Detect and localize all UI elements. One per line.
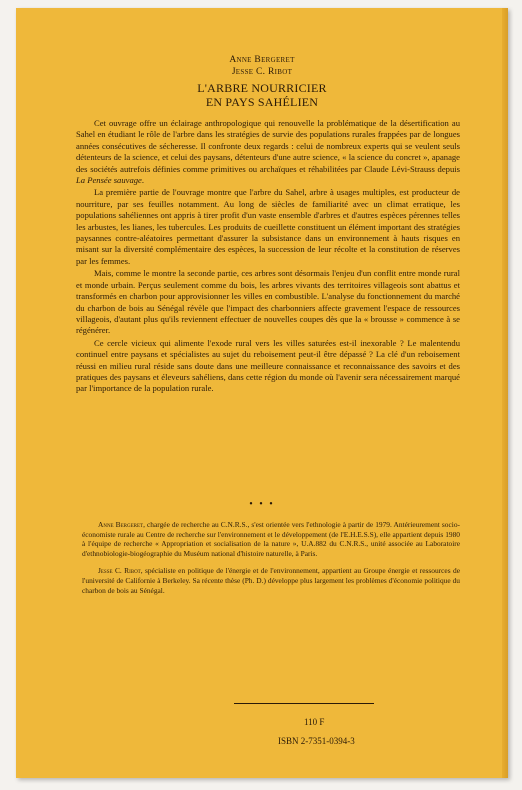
separator-stars: • • • [249, 499, 275, 510]
paragraph-1-part-b: . [141, 175, 145, 186]
author-bios [82, 520, 460, 603]
price: 110 F [304, 717, 325, 727]
bio-1 [82, 520, 460, 558]
paragraph-1 [76, 118, 460, 186]
paragraph-2: La première partie de l'ouvrage montre que l'arbre du Sahel, arbre à usages multiples, est producteur de nourriture, par ses feuilles notamment. Au long de siècles de familiarité avec un climat erratique, les populations sahéliennes ont appris à tirer profit d'un vaste ensemble d'arbres et d'autres espèces pérennes telles les arbustes, les lianes, les tubercules. Les produits de cueillette constituent un élément important des stratégies paysannes contre-aléatoires permettant d'assurer la subsistance dans un environnement à hauts risques en misant sur la diversité complémentaire des espèces, la succession de leur récolte et la constitution de réserves par les femmes. [76, 187, 460, 266]
book-title [16, 81, 508, 109]
book-back-cover [16, 8, 508, 778]
book-reference: La Pensée sauvage [76, 175, 142, 186]
author-2: Jesse C. Ribot [231, 67, 293, 77]
title-line-1: L'ARBRE NOURRICIER [197, 81, 327, 95]
bio-1-name: Anne Bergeret [98, 520, 144, 529]
page-edge [502, 8, 508, 778]
paragraph-4: Ce cercle vicieux qui alimente l'exode rural vers les villes saturées est-il inexorable ? Le malentendu continuel entre paysans et spécialistes au sujet du reboisement peut-il être dépassé ? La clé d'un reboisement réussi en milieu rural réside sans doute dans une meilleure connaissance et reconnaissance des savoirs et des pratiques des paysans et éleveurs sahéliens, dans cette région du monde où l'avenir sera nécessairement marqué par l'importance de la population rurale. [76, 337, 460, 394]
authors [16, 54, 508, 78]
paragraph-3: Mais, comme le montre la seconde partie, ces arbres sont désormais l'enjeu d'un conflit entre monde rural et monde urbain. Perçus seulement comme du bois, les arbres vivants des territoires villageois sont abattus et transformés en charbon pour approvisionner les villes en combustible. L'analyse du fonctionnement du marché du charbon de bois au Sénégal révèle que l'impact des charbonniers affecte gravement l'espace de ressources villageois, d'autant plus qu'ils reviennent effectuer de nouvelles coupes dès que la « brousse » commence à se régénérer. [76, 268, 460, 336]
author-1: Anne Bergeret [229, 55, 295, 65]
paragraph-1-part-a: Cet ouvrage offre un éclairage anthropologique qui renouvelle la problématique de la désertification au Sahel en étudiant le rôle de l'arbre dans les stratégies de survie des populations rurales frappées par de longues années consécutives de sécheresse. Il confronte deux regards : celui de nombreux experts qui se veulent seuls détenteurs de la science, et celui des paysans, détenteurs d'une autre science, « la science du concret », apanage des sociétés autrefois définies comme primitives ou archaïques et réhabilitées par Claude Lévi-Strauss depuis [76, 118, 460, 174]
bio-2-name: Jesse C. Ribot [98, 566, 141, 576]
divider-line [234, 703, 374, 704]
isbn: ISBN 2-7351-0394-3 [278, 736, 355, 746]
bio-2-text: , spécialiste en politique de l'énergie et de l'environnement, appartient au Groupe énergie et ressources de l'université de Californie à Berkeley. Sa récente thèse (Ph. D.) développe plus largement les problèmes d'économie politique du charbon de bois au Sénégal. [82, 566, 460, 595]
summary-text [76, 118, 460, 396]
bio-1-text: , chargée de recherche au C.N.R.S., s'est orientée vers l'ethnologie à partir de 1979. Antérieurement socio-économiste rurale au Centre de recherche sur l'environnement et le développement (de l'E.H.E.S.S), elle appartient depuis 1980 à l'équipe de recherche « Appropriation et socialisation de la nature », U.A.882 du C.N.R.S., unité associée au Laboratoire d'ethnobiologie-biogéographie du Muséum national d'histoire naturelle, à Paris. [82, 520, 460, 558]
bio-2 [82, 566, 460, 595]
title-line-2: EN PAYS SAHÉLIEN [205, 95, 319, 109]
